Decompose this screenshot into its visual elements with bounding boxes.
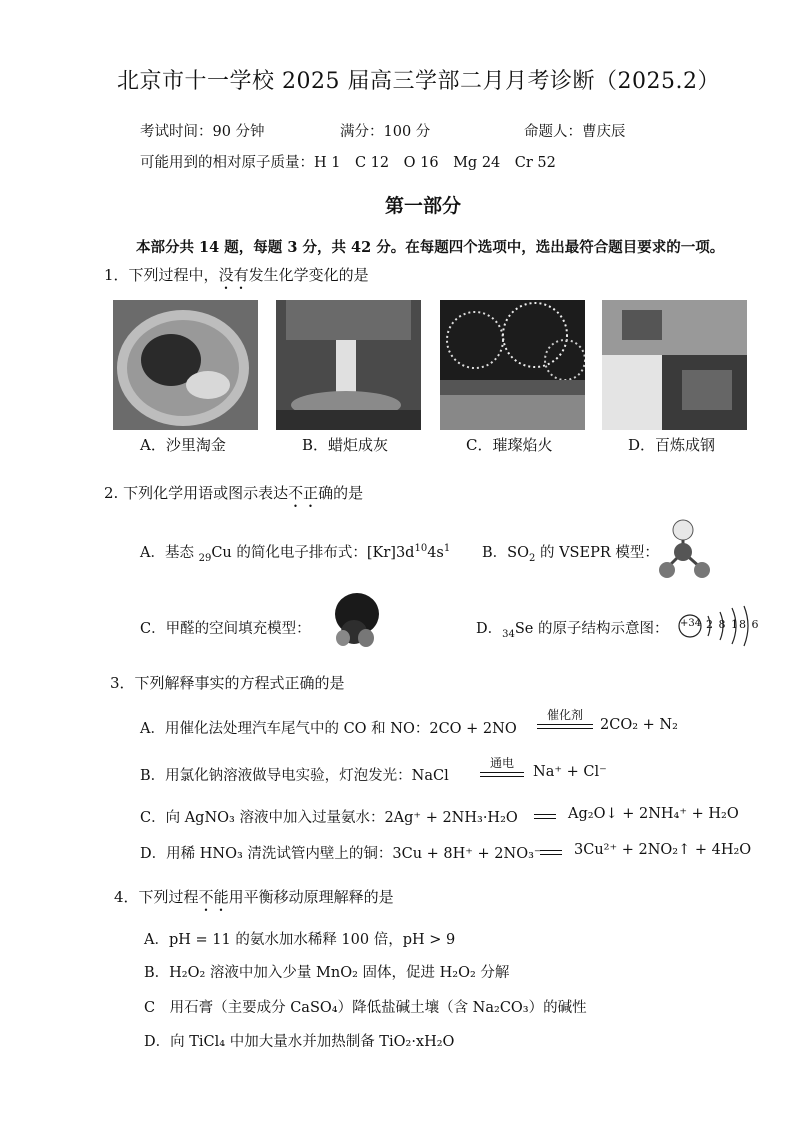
section-instructions: 本部分共 14 题，每题 3 分，共 42 分。在每题四个选项中，选出最符合题目要求的一项。 (136, 239, 725, 256)
q3-option-d-lhs: D．用稀 HNO₃ 清洗试管内壁上的铜：3Cu + 8H⁺ + 2NO₃⁻ (140, 846, 542, 862)
q4-option-a: A．pH = 11 的氨水加水稀释 100 倍，pH > 9 (144, 932, 456, 948)
text: B．SO (482, 545, 529, 561)
atomic-mass-line: 可能用到的相对原子质量：H 1 C 12 O 16 Mg 24 Cr 52 (140, 155, 556, 171)
equation-arrow (534, 812, 556, 822)
q2-option-b (482, 541, 659, 564)
equals-line-top (540, 850, 562, 851)
fireworks-photo (440, 300, 585, 430)
q2-option-d (476, 617, 669, 640)
question-1 (104, 264, 369, 293)
question-stem: 下列过程 (138, 888, 199, 906)
question-stem-end: 用平衡移动原理解释的是 (228, 888, 394, 906)
equals-line-bottom (534, 818, 556, 819)
emphasis-text: 不能 (198, 888, 229, 906)
vsepr-model-diagram (655, 516, 717, 582)
text: 4s (427, 545, 444, 561)
superscript: 10 (414, 543, 428, 555)
equals-line-top (537, 724, 593, 725)
question-4 (114, 886, 394, 915)
q4-option-d: D．向 TiCl₄ 中加大量水并加热制备 TiO₂·xH₂O (144, 1034, 455, 1050)
question-number: 1． (104, 266, 129, 284)
nucleus-charge: +34 (680, 618, 702, 629)
question-number: 4． (114, 888, 139, 906)
question-3 (110, 672, 345, 693)
exam-author: 命题人：曹庆辰 (524, 124, 626, 140)
equals-line-bottom (537, 728, 593, 729)
question-stem-end: 发生化学变化的是 (248, 266, 369, 284)
q1-option-c: C．璀璨焰火 (466, 436, 553, 454)
subscript: 2 (528, 552, 536, 564)
equals-line-bottom (480, 776, 524, 777)
emphasis-text: 不正 (288, 484, 319, 502)
q2-option-c: C．甲醛的空间填充模型： (140, 621, 311, 637)
text: D． (476, 621, 503, 637)
q3-option-c-rhs: Ag₂O↓ + 2NH₄⁺ + H₂O (568, 806, 739, 822)
gold-panning-photo (113, 300, 258, 430)
atom-structure-diagram (676, 604, 760, 648)
q2-option-a (140, 541, 450, 564)
q1-option-a: A．沙里淘金 (140, 436, 226, 454)
question-stem: 下列过程中， (128, 266, 219, 284)
q1-option-d: D．百炼成钢 (628, 436, 716, 454)
space-filling-model (333, 590, 381, 652)
emphasis-text: 没有 (218, 266, 249, 284)
text: Cu 的简化电子排布式：[Kr]3d (211, 545, 415, 561)
q4-option-b: B．H₂O₂ 溶液中加入少量 MnO₂ 固体，促进 H₂O₂ 分解 (144, 965, 510, 981)
q3-option-c-lhs: C．向 AgNO₃ 溶液中加入过量氨水：2Ag⁺ + 2NH₃·H₂O (140, 810, 518, 826)
q3-option-a-lhs: A．用催化法处理汽车尾气中的 CO 和 NO：2CO + 2NO (140, 721, 517, 737)
atomic-number: 29 (198, 552, 212, 564)
question-stem-end: 确的是 (318, 484, 364, 502)
equation-arrow (540, 848, 562, 858)
full-score: 满分：100 分 (340, 124, 431, 140)
q3-option-d-rhs: 3Cu²⁺ + 2NO₂↑ + 4H₂O (574, 842, 752, 858)
text: Se 的原子结构示意图： (514, 621, 669, 637)
equation-arrow (480, 756, 524, 780)
question-2 (104, 482, 363, 511)
superscript: 1 (443, 543, 451, 555)
q3-option-b-rhs: Na⁺ + Cl⁻ (533, 764, 607, 780)
reaction-condition: 通电 (489, 756, 514, 770)
page-title: 北京市十一学校 2025 届高三学部二月月考诊断（2025.2） (117, 69, 720, 94)
text: A．基态 (140, 545, 199, 561)
text: 的 VSEPR 模型： (535, 545, 659, 561)
steel-forging-photo (602, 300, 747, 430)
question-number: 3． (110, 674, 135, 692)
question-stem: 下列解释事实的方程式正确的是 (134, 674, 345, 692)
question-number: 2. (104, 484, 119, 502)
exam-time: 考试时间：90 分钟 (140, 124, 265, 140)
equals-line-top (480, 772, 524, 773)
equation-arrow (537, 708, 593, 732)
question-stem: 下列化学用语或图示表达 (123, 484, 289, 502)
equals-line-bottom (540, 854, 562, 855)
reaction-condition: 催化剂 (546, 708, 583, 722)
section-title: 第一部分 (385, 195, 462, 217)
q4-option-c: C 用石膏（主要成分 CaSO₄）降低盐碱土壤（含 Na₂CO₃）的碱性 (144, 1000, 587, 1016)
electron-counts: 2 8 18 6 (706, 618, 760, 631)
q1-option-b: B．蜡炬成灰 (302, 436, 389, 454)
atomic-number: 34 (502, 628, 515, 640)
candle-photo (276, 300, 421, 430)
q3-option-a-rhs: 2CO₂ + N₂ (600, 717, 678, 733)
equals-line-top (534, 814, 556, 815)
q3-option-b-lhs: B．用氯化钠溶液做导电实验，灯泡发光：NaCl (140, 768, 449, 784)
